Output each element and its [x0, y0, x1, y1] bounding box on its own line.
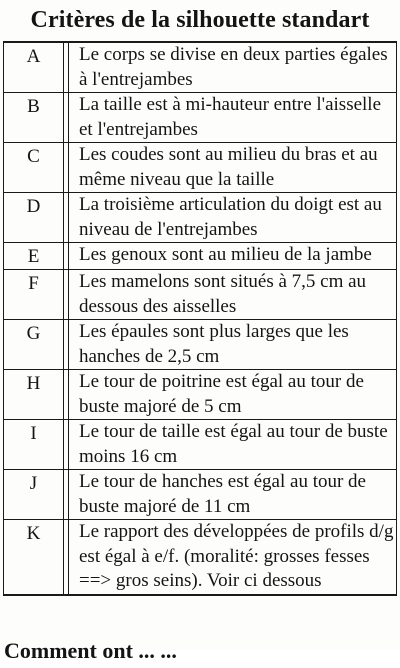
table-row: [4, 420, 396, 470]
row-letter: A: [4, 43, 64, 92]
row-letter: E: [4, 243, 64, 269]
table-row: [4, 370, 396, 420]
row-letter: B: [4, 93, 64, 142]
table-row: [4, 320, 396, 370]
criteria-table: [3, 41, 397, 596]
row-description: Les épaules sont plus larges que les hanches de 2,5 cm: [79, 321, 349, 367]
row-description: Le tour de poitrine est égal au tour de buste majoré de 5 cm: [79, 371, 364, 417]
table-row: [4, 43, 396, 93]
row-description: Les mamelons sont situés à 7,5 cm au dessous des aisselles: [79, 271, 367, 317]
table-row: [4, 193, 396, 243]
table-row: [4, 93, 396, 143]
row-description: Le rapport des développées de profils d/g est égal à e/f. (moralité: grosses fesses ==> gros seins). Voir ci dessous: [79, 521, 394, 591]
row-letter: C: [4, 143, 64, 192]
cut-off-heading: Comment ont ... ...: [4, 638, 177, 663]
row-description: Le corps se divise en deux parties égales à l'entrejambes: [79, 44, 388, 90]
row-letter: H: [4, 370, 64, 419]
table-row: [4, 243, 396, 270]
row-description: Les genoux sont au milieu de la jambe: [79, 244, 372, 265]
row-description: La taille est à mi-hauteur entre l'aisselle et l'entrejambes: [79, 94, 382, 140]
table-row: [4, 270, 396, 320]
table-row: [4, 143, 396, 193]
table-row: [4, 520, 396, 596]
row-letter: F: [4, 270, 64, 319]
table-title: Critères de la silhouette standart: [30, 7, 370, 33]
row-letter: J: [4, 470, 64, 519]
row-description: Le tour de hanches est égal au tour de buste majoré de 11 cm: [79, 471, 366, 517]
row-letter: I: [4, 420, 64, 469]
row-description: Le tour de taille est égal au tour de buste moins 16 cm: [79, 421, 388, 467]
table-row: [4, 470, 396, 520]
row-letter: G: [4, 320, 64, 369]
row-description: Les coudes sont au milieu du bras et au même niveau que la taille: [79, 144, 378, 190]
row-description: La troisième articulation du doigt est au niveau de l'entrejambes: [79, 194, 382, 240]
row-letter: K: [4, 520, 64, 594]
row-letter: D: [4, 193, 64, 242]
